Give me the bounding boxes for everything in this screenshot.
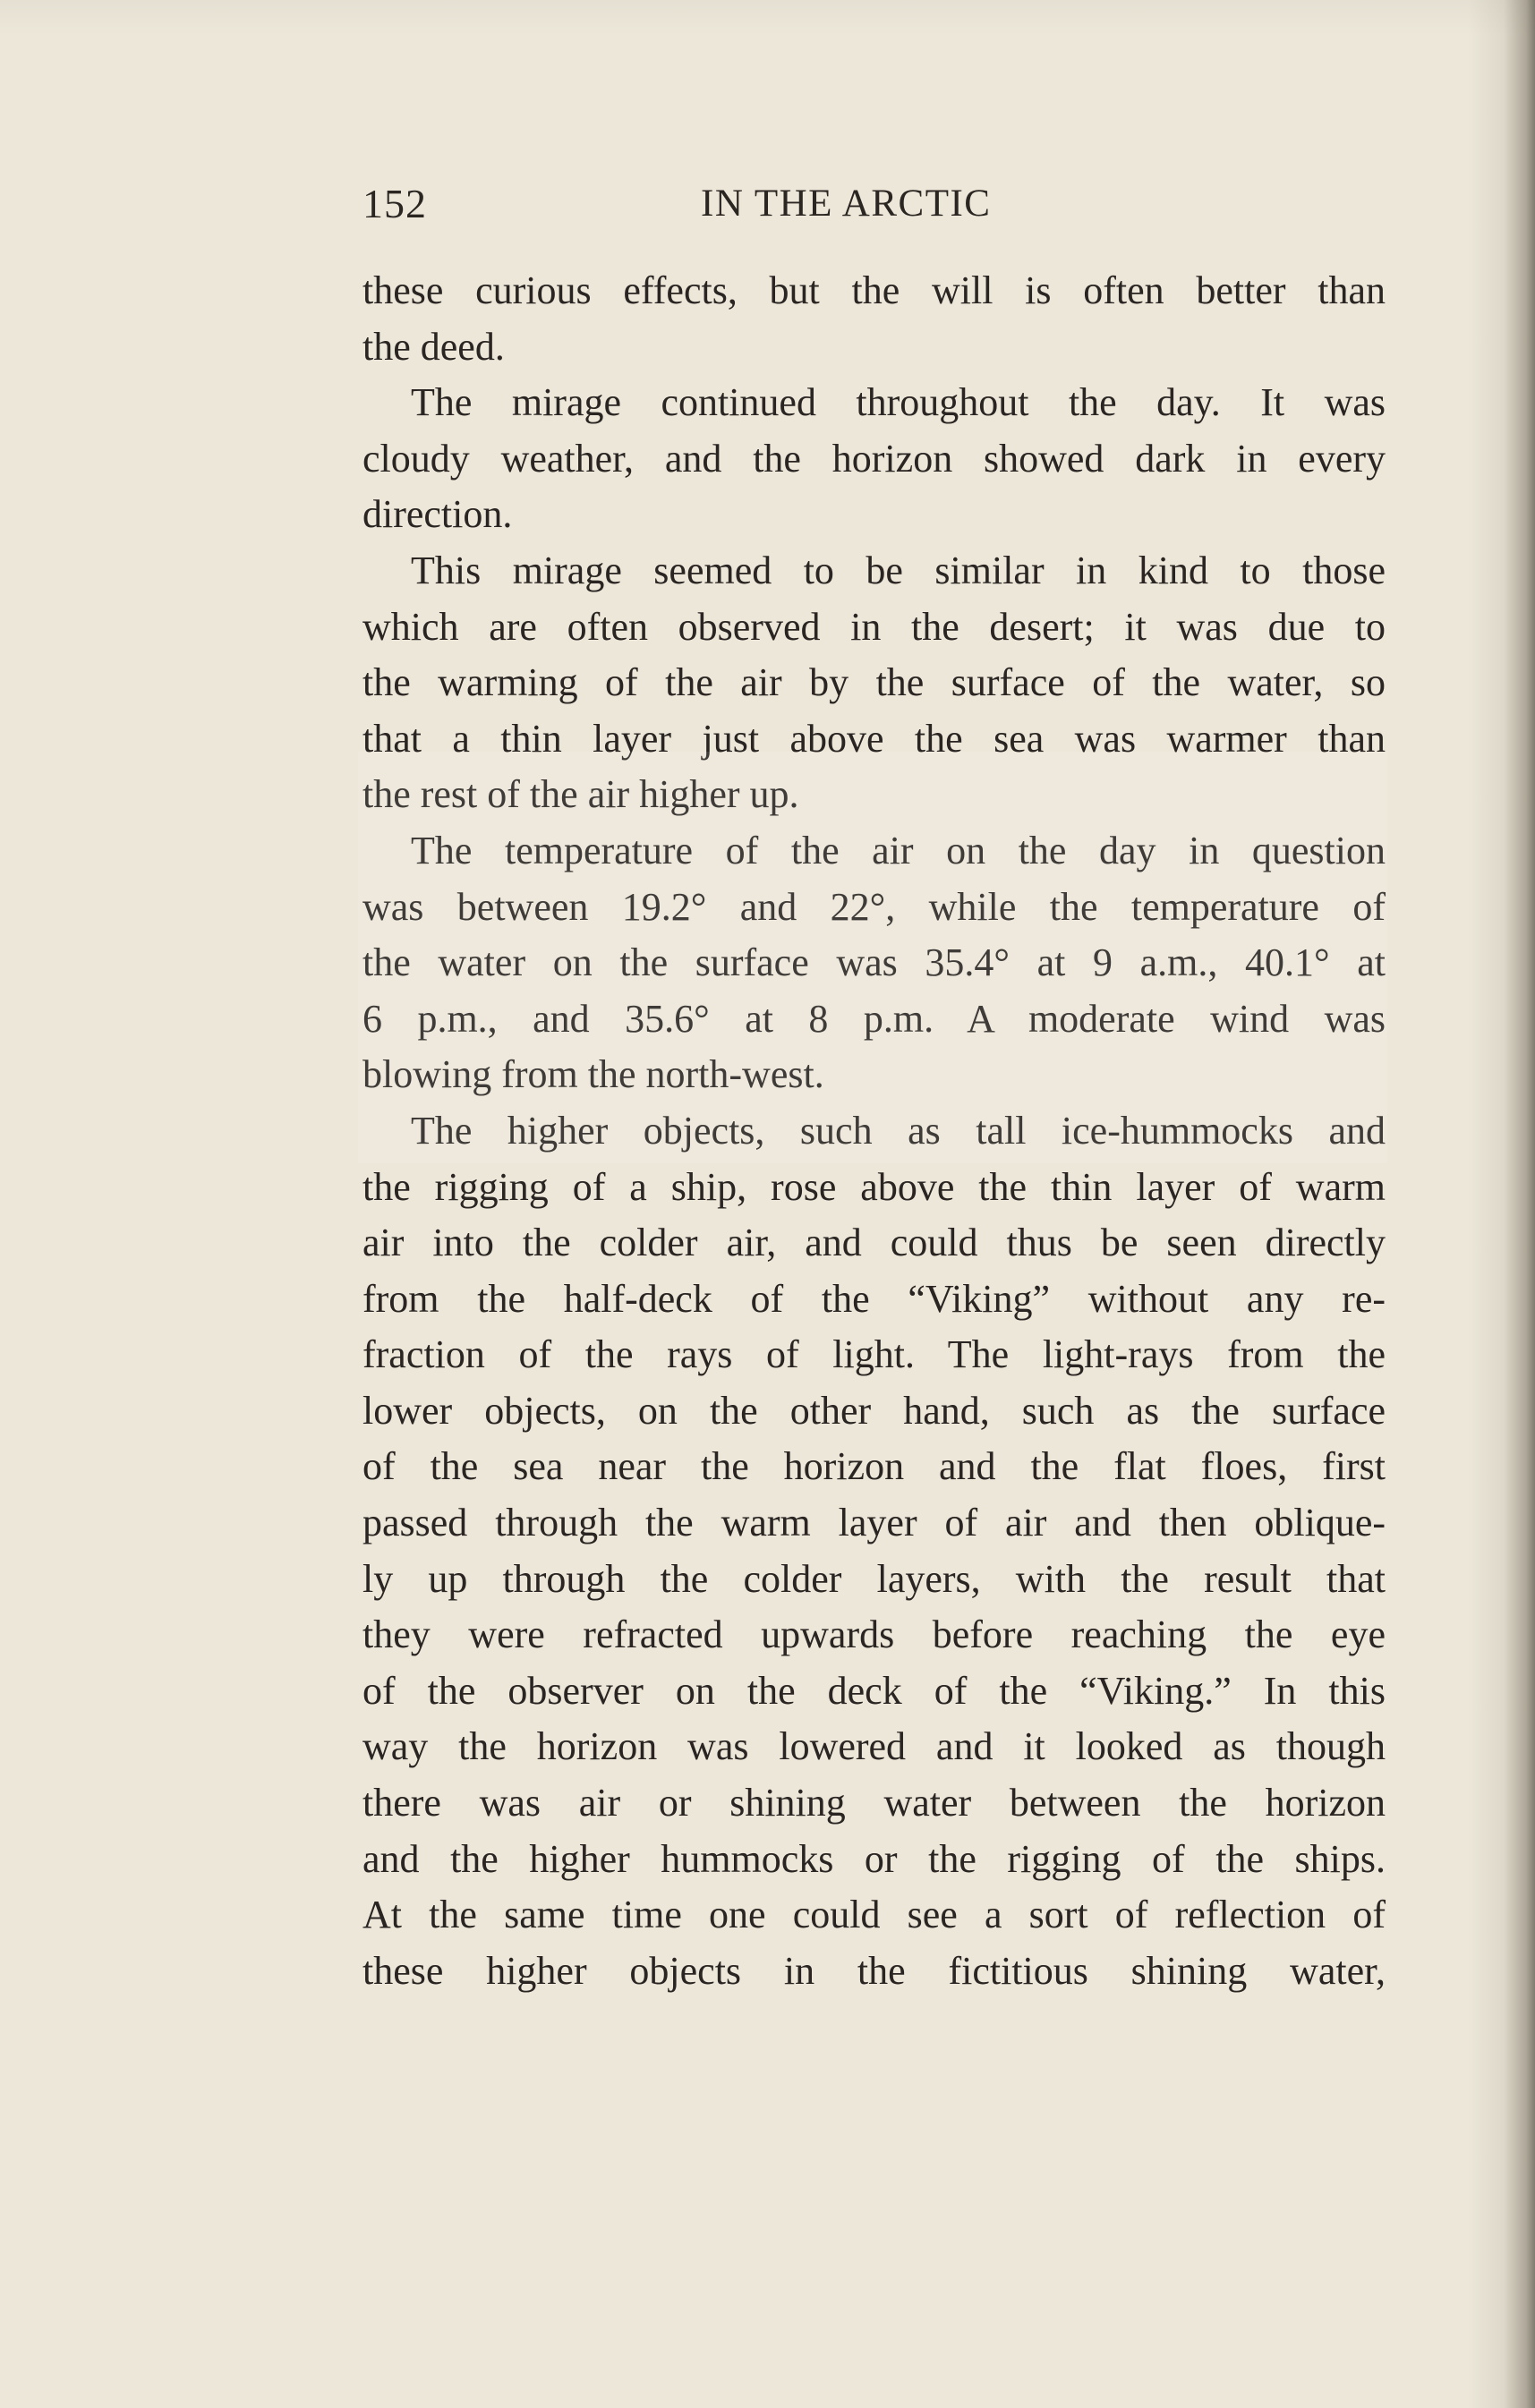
text-line: cloudy weather, and the horizon showed dark in every [362,436,1386,481]
text-line: lower objects, on the other hand, such as the surface [362,1388,1386,1433]
text-line: the rigging of a ship, rose above the thin layer of warm [362,1164,1386,1209]
text-line: air into the colder air, and could thus be seen directly [362,1221,1386,1265]
paragraph-first-line: The higher objects, such as tall ice-hummocks and [411,1108,1386,1153]
text-line: ly up through the colder layers, with the result that [362,1556,1386,1601]
text-line: the water on the surface was 35.4° at 9 a.m., 40.1° at [362,940,1386,985]
text-line: these curious effects, but the will is often better than [362,268,1386,312]
text-line: blowing from the north-west. [362,1052,824,1097]
text-line: the deed. [362,324,505,369]
text-line: way the horizon was lowered and it looked as though [362,1724,1386,1769]
paragraph-first-line: This mirage seemed to be similar in kind to those [411,548,1386,592]
text-line: the rest of the air higher up. [362,772,799,817]
text-line: from the half-deck of the “Viking” without any re- [362,1276,1386,1321]
text-line: direction. [362,492,513,537]
text-line: and the higher hummocks or the rigging of the ships. [362,1836,1386,1881]
running-head-title: IN THE ARCTIC [701,183,992,225]
page-number: 152 [362,181,427,226]
text-line: fraction of the rays of light. The light-rays from the [362,1332,1386,1377]
text-line: of the sea near the horizon and the flat floes, first [362,1444,1386,1489]
body-text [362,263,1386,1999]
paragraph-first-line: The mirage continued throughout the day. It was [411,380,1386,425]
text-line: of the observer on the deck of the “Viking.” In this [362,1668,1386,1713]
text-line: which are often observed in the desert; it was due to [362,604,1386,649]
text-line: they were refracted upwards before reaching the eye [362,1612,1386,1657]
text-line: these higher objects in the fictitious shining water, [362,1948,1386,1993]
text-line: that a thin layer just above the sea was warmer than [362,716,1386,761]
text-line: 6 p.m., and 35.6° at 8 p.m. A moderate wind was [362,996,1386,1041]
text-line: At the same time one could see a sort of reflection of [362,1893,1386,1937]
running-head [362,175,1392,233]
text-line: was between 19.2° and 22°, while the temperature of [362,884,1386,929]
text-line: there was air or shining water between the horizon [362,1781,1386,1825]
paragraph-first-line: The temperature of the air on the day in question [411,828,1386,872]
text-line: passed through the warm layer of air and then oblique- [362,1501,1386,1545]
text-line: the warming of the air by the surface of the water, so [362,660,1386,705]
